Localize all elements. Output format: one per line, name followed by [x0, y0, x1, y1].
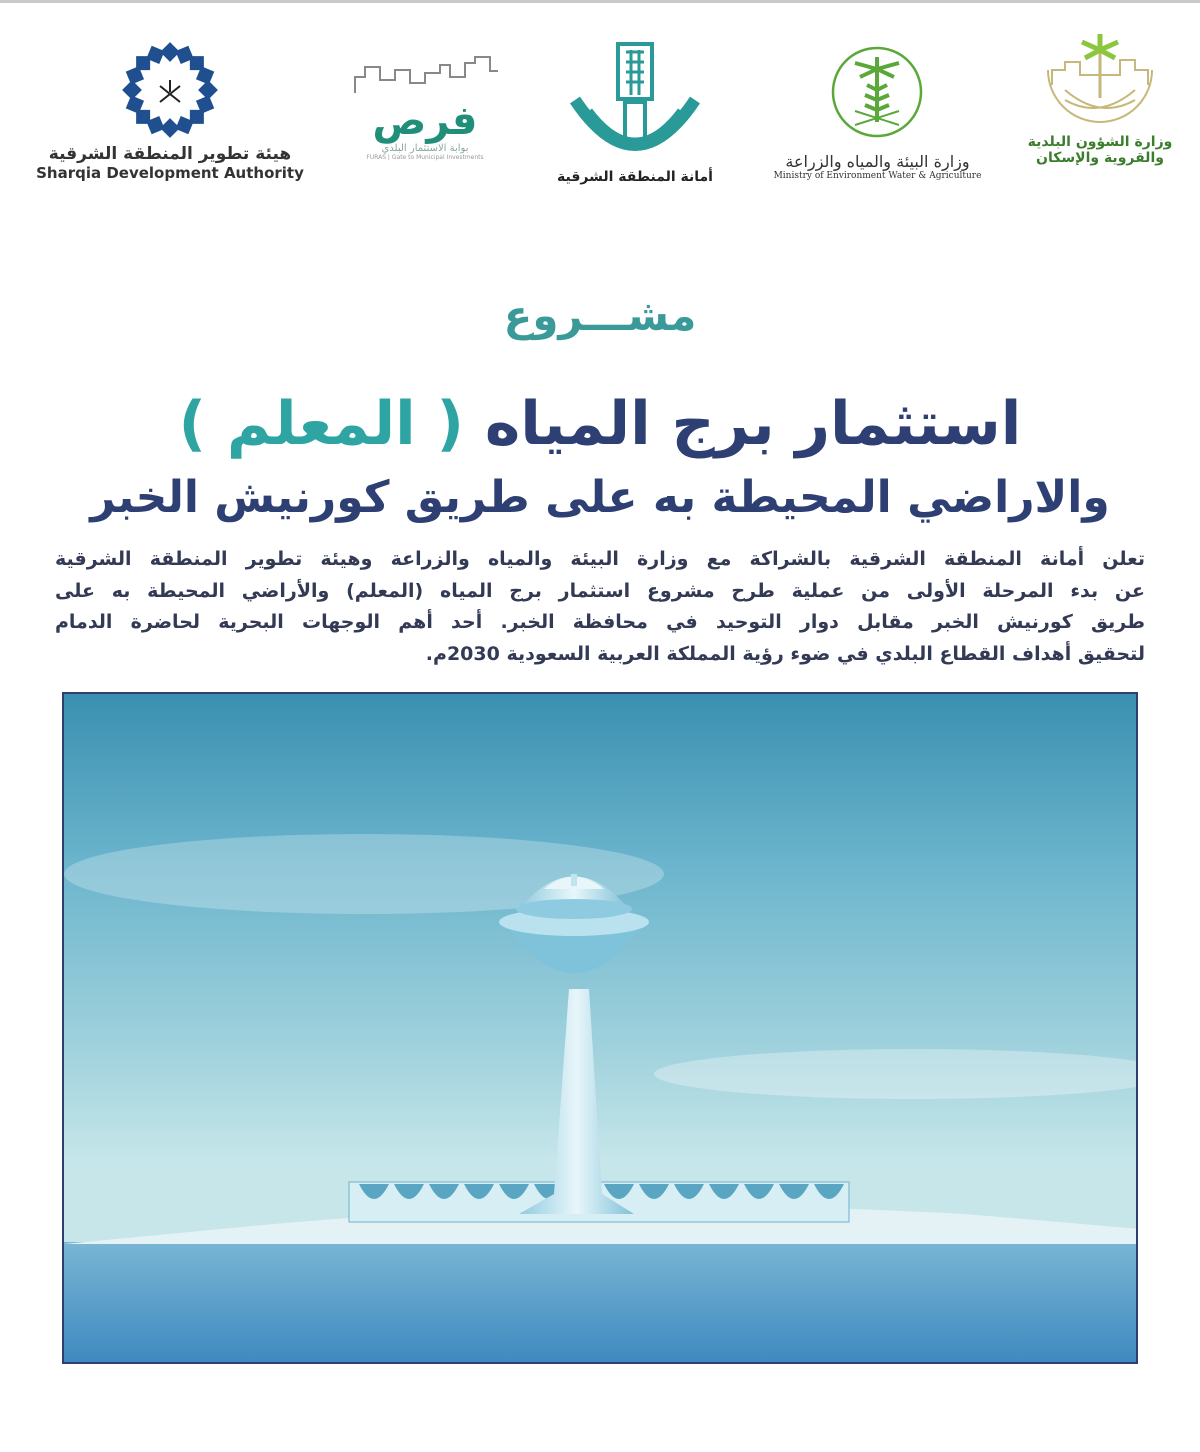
paragraph-line: لتحقيق أهداف القطاع البلدي في ضوء رؤية المملكة العربية السعودية 2030م. — [425, 642, 1145, 665]
logo-caption-ar-1: وزارة الشؤون البلدية — [1027, 134, 1173, 150]
logo-caption-en: FURAS | Gate to Municipal Investments — [366, 154, 484, 161]
kicker-label: مشـــروع — [503, 291, 697, 340]
logo-caption-ar-2: والقروية والإسكان — [1036, 150, 1164, 166]
title-line-2: والاراضي المحيطة به على طريق كورنيش الخبر — [90, 472, 1110, 523]
paragraph-line: عن بدء المرحلة الأولى من عملية طرح مشروع استثمار برج المياه (المعلم) والأراضي المحيطة به على — [55, 579, 1145, 602]
main-content — [0, 288, 1200, 1364]
rosette-icon — [120, 40, 220, 140]
municipality-emblem-icon — [570, 40, 700, 165]
furas-logo — [340, 55, 510, 161]
logo-caption-en: Ministry of Environment Water & Agriculture — [773, 171, 982, 181]
title-line-1 — [40, 384, 1160, 464]
logo-caption-en: Sharqia Development Authority — [36, 164, 304, 182]
water-tower-illustration — [64, 694, 1138, 1364]
eastern-province-municipality-logo — [545, 40, 725, 185]
furas-wordmark: فرص — [372, 98, 478, 144]
ministry-environment-logo — [760, 45, 995, 181]
top-border — [0, 0, 1200, 3]
title-highlight: ( المعلم ) — [178, 389, 464, 459]
announcement-paragraph — [55, 544, 1145, 670]
logo-caption-ar: وزارة البيئة والمياه والزراعة — [785, 152, 970, 171]
palm-emblem-icon — [830, 45, 925, 140]
water-tower-photo — [62, 692, 1138, 1364]
paragraph-line: تعلن أمانة المنطقة الشرقية بالشراكة مع وزارة البيئة والمياه والزراعة وهيئة تطوير المنطقة الشرقية — [55, 548, 1145, 570]
logo-caption-ar: أمانة المنطقة الشرقية — [557, 169, 713, 185]
title-text: استثمار برج المياه — [463, 389, 1022, 459]
palm-swords-emblem-icon — [1040, 30, 1160, 130]
skyline-icon — [350, 55, 500, 95]
ministry-municipal-affairs-logo — [1025, 30, 1175, 166]
paragraph-line: طريق كورنيش الخبر مقابل دوار التوحيد في محافظة الخبر. أحد أهم الوجهات البحرية لحاضرة الدمام — [55, 611, 1145, 633]
logo-caption-ar: هيئة تطوير المنطقة الشرقية — [48, 144, 292, 164]
sharqia-development-authority-logo — [30, 40, 310, 182]
logo-caption-ar: بوابة الاستثمار البلدي — [381, 143, 469, 154]
